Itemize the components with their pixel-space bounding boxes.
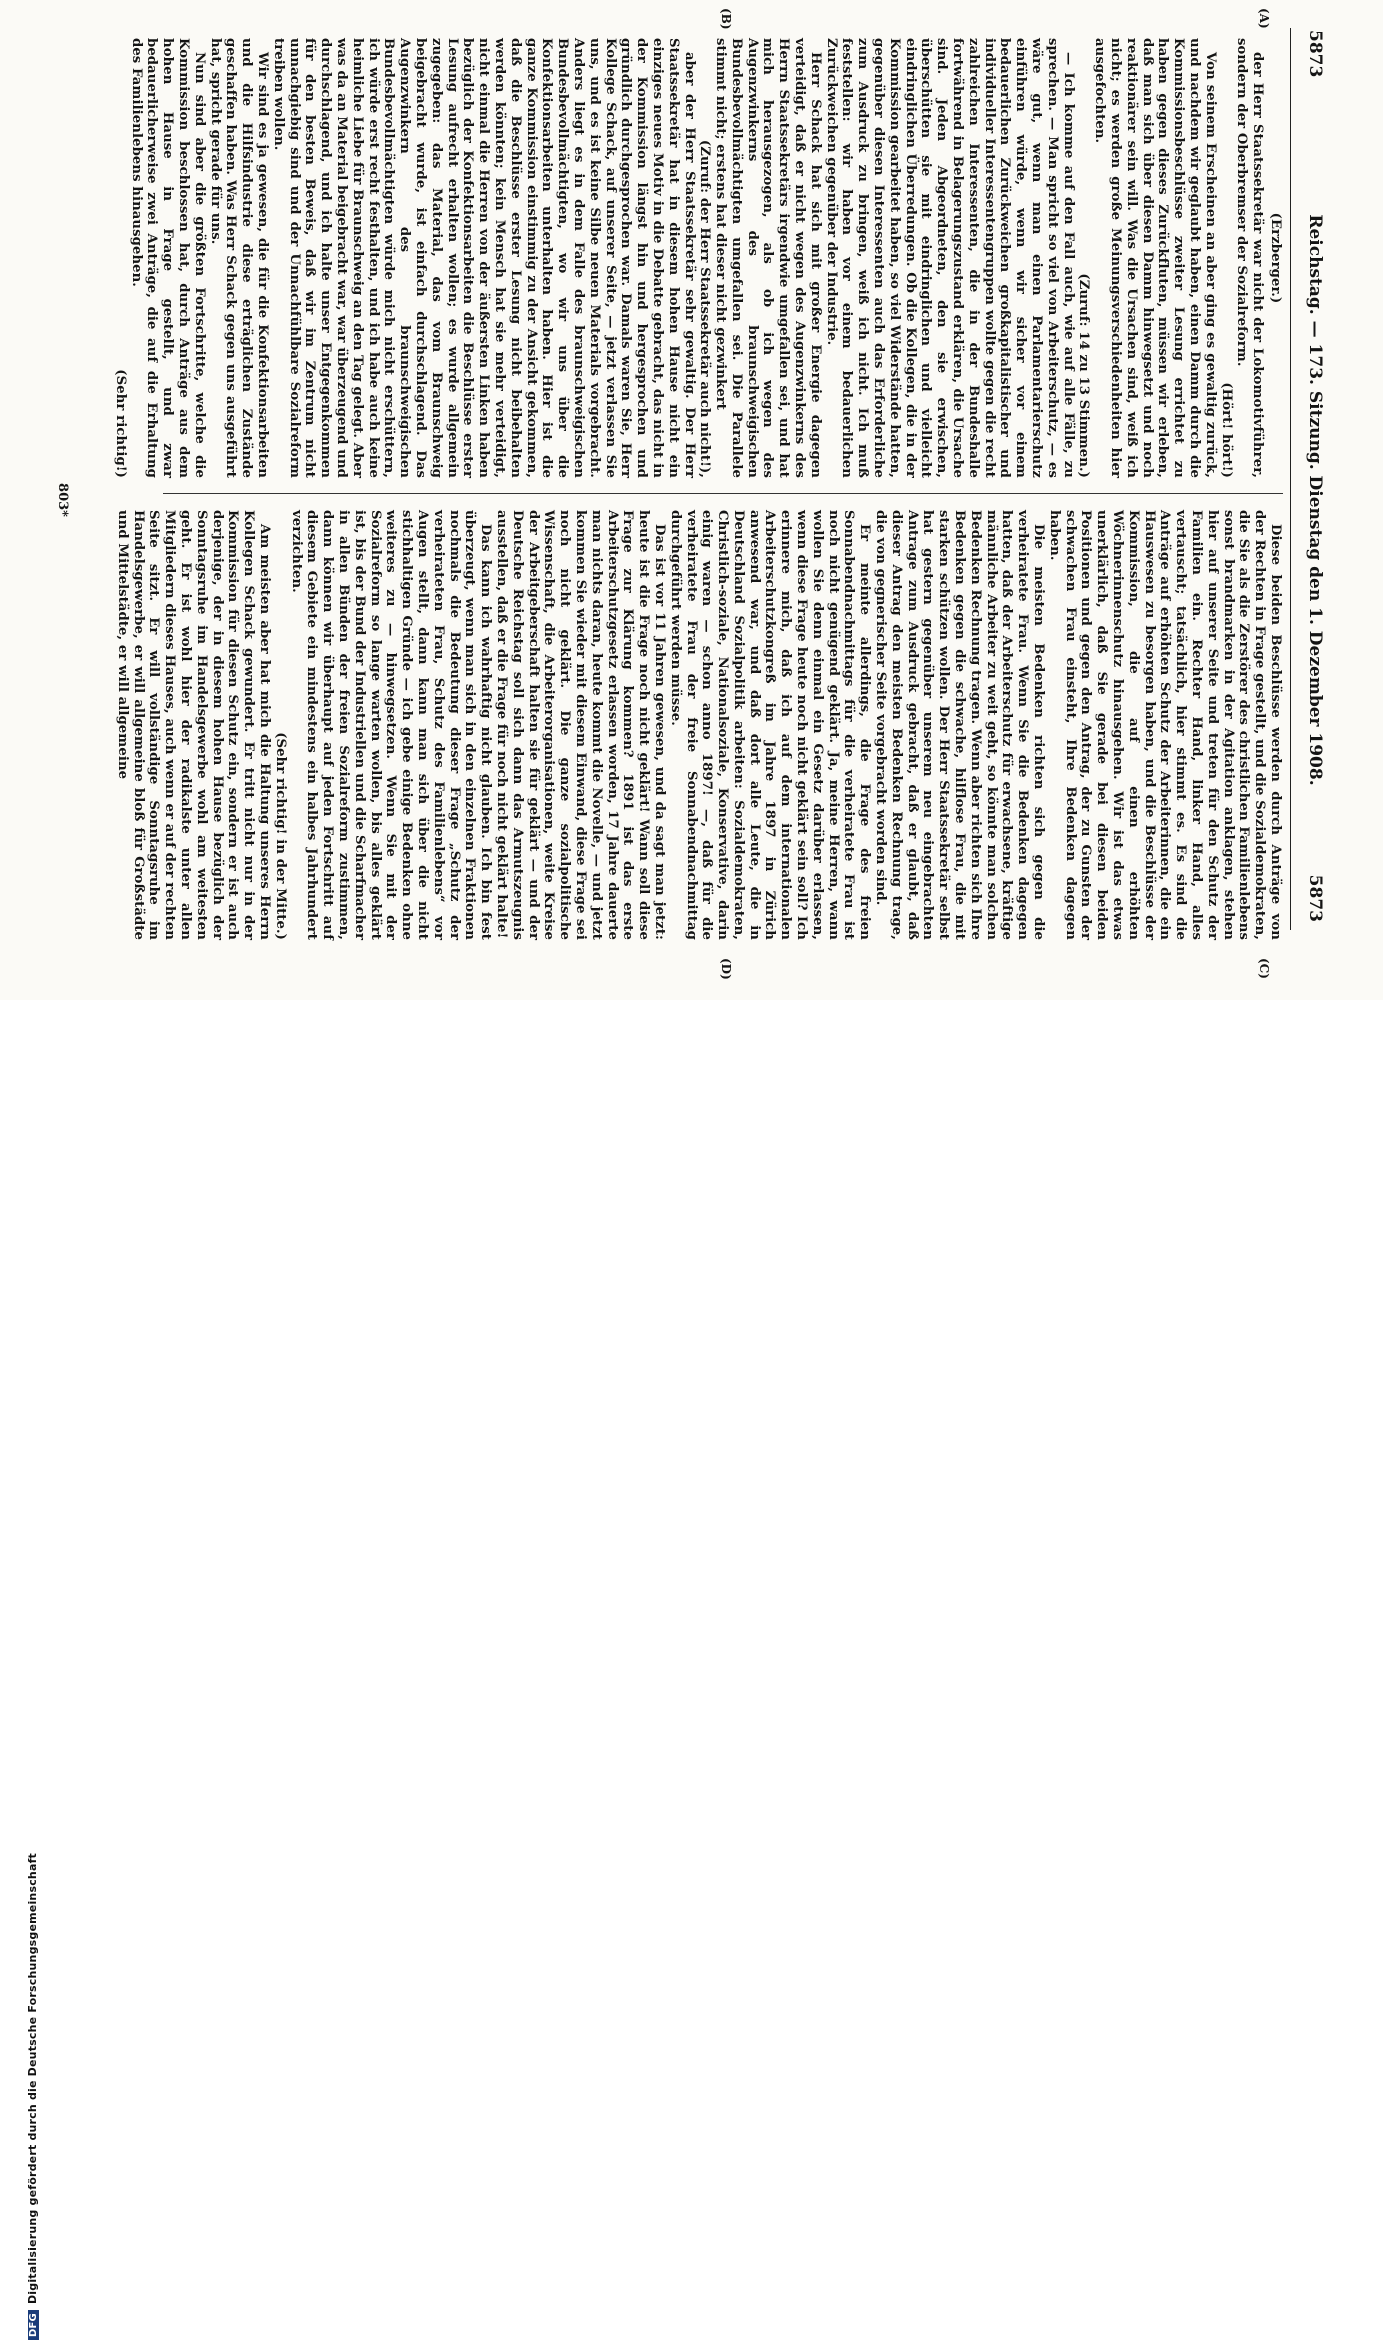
header-page-number-right: 5873 (1305, 874, 1325, 922)
speaker-name: (Erzberger.) (1268, 212, 1283, 304)
credit-text: Digitalisierung gefördert durch die Deutsche Forschungsgemeinschaft (26, 1852, 39, 2305)
column-divider (163, 493, 1283, 494)
paragraph: Wir sind es ja gewesen, die für die Konfektionsarbeiten und die Hilfsindustrie diese erträglichen Zustände geschaffen haben. Was Herr Schack gegen uns ausgeführt hat, spricht gerade für uns. (207, 38, 270, 478)
digitization-credit (26, 1853, 39, 2340)
header-title: Reichstag. — 173. Sitzung. Dienstag den 1. Dezember 1908. (1305, 214, 1325, 786)
margin-marker-d: (D) (719, 958, 733, 980)
interjection: (Zuruf: der Herr Staatssekretär auch nicht!), (697, 139, 713, 478)
dfg-logo: DFG (28, 2310, 39, 2340)
margin-marker-b: (B) (719, 8, 733, 30)
interjection: (Hört! hört!) (1218, 382, 1234, 478)
paragraph: Das kann ich wahrhaftig nicht glauben. Ich bin fest überzeugt, wenn man sich in den einzelnen Fraktionen nochmals die Bedeutung dieser Frage „Schutz der verheirateten Frau, Schutz des Familienlebens“ vor Augen stellt, dann kann man sich über die nicht stichhaltigen Gründe — ich gebe einige Bedenken ohne weiteres zu — hinwegsetzen. Wenn Sie mit der Sozialreform so lange warten wollen, bis alles geklärt ist, bis der Bund der Industriellen und die Scharfmacher in allen Bünden der freien Sozialreform zustimmen, dann können wir überhaupt auf jeden Fortschritt auf diesem Gebiete ein mindestens ein halbes Jahrhundert verzichten. (288, 510, 494, 940)
header-rule (1290, 28, 1291, 930)
paragraph: Am meisten aber hat mich die Haltung unseres Herrn Kollegen Schack gewundert. Er tritt nicht nur in der Kommission für diesen Schutz ein, sondern er ist auch derjenige, der in diesem hohen Hause bezüglich der Sonntagsruhe im Handelsgewerbe wohl am weitesten geht. Er ist wohl hier der radikalste unter allen Mitgliedern dieses Hauses, auch wenn er auf der rechten Seite sitzt. Er will vollständige Sonntagsruhe im Handelsgewerbe, er will allgemeine bloß für Großstädte und Mittelstädte, er will allgemeine (114, 510, 272, 940)
paragraph: Diese beiden Beschlüsse werden durch Anträge von der Rechten in Frage gestellt, und die Sozialdemokraten, die Sie als die Zerstörer des christlichen Familienlebens sonst brandmarken in der Agitation anklagen, stehen hier auf unserer Seite und treten für den Schutz der Familien ein. Rechter Hand, linker Hand, alles vertauscht; tatsächlich, hier stimmt es. Es sind die Anträge auf erhöhten Schutz der Arbeiterinnen, die ein Hauswesen zu besorgen haben, und die Beschlüsse der Kommission, die auf einen erhöhten Wöchnerinnenschutz hinausgehen. Wir ist das etwas unerklärlich, daß Sie gerade bei diesen beiden Positionen und gegen den Antrag, der zu Gunsten der schwachen Frau einsteht, Ihre Bedenken dagegen haben. (1046, 510, 1283, 940)
paragraph: Das ist vor 11 Jahren gewesen, und da sagt man jetzt: heute ist die Frage noch nicht geklärt! Wann soll diese Frage zur Klärung kommen? 1891 ist das erste Arbeiterschutzgesetz erlassen worden, 17 Jahre dauerte man nichts daran, heute kommt die Novelle, — und jetzt kommen Sie wieder mit diesem Einwand, diese Frage sei noch nicht geklärt. Die ganze sozialpolitische Wissenschaft, die Arbeiterorganisationen, weite Kreise der Arbeitgeberschaft halten sie für geklärt — und der Deutsche Reichstag soll sich dann das Armutszeugnis ausstellen, daß er die Frage für noch nicht geklärt halte! (493, 510, 667, 940)
margin-marker-c: (C) (1257, 958, 1271, 979)
page-header (1295, 0, 1325, 1000)
paragraph: Nun sind aber die größten Fortschritte, welche die Kommission beschlossen hat, durch Anträge aus dem hohen Hause in Frage gestellt, und zwar bedauerlicherweise zwei Anträge, die auf die Erhaltung des Familienlebens hinausgehen. (128, 38, 207, 478)
paragraph: der Herr Staatssekretär war nicht der Lokomotivführer, sondern der Oberbremser der Sozialreform. (1234, 38, 1266, 478)
left-column (53, 38, 1283, 478)
paragraph: Von seinem Erscheinen an aber ging es gewaltig zurück, und nachdem wir geglaubt haben, einen Damm durch die Kommissionsbeschlüsse zweiter Lesung errichtet zu haben gegen dieses Zurückfluten, müssen wir erleben, daß man sich über diesen Damm hinwegsetzt und noch reaktionärer sein will. Was die Ursachen sind, weiß ich nicht; es werden große Meinungsverschiedenheiten hier ausgefochten. (1092, 38, 1218, 478)
paragraph: — Ich komme auf den Fall auch, wie auf alle Fälle, zu sprechen. — Man spricht so viel von Arbeiterschutz, — es wäre gut, wenn man einen Parlamentarierschutz einführen würde, wenn wir sicher vor einem bedauerlichen Zurückweichen großkapitalistischer und individueller Interessentengruppen wollte gegen die recht zahlreichen Interessenten, die in der Bundeshalle fortwährend in Belagerungszustand erklären, die Ursache sind. Jeden Abgeordneten, den sie erwischen, überschütten sie mit eindringlichen und vielleicht eindringlichen Überredungen. Ob die Kollegen, die in der Kommission gearbeitet haben, so viel Widerstände hatten, gegenüber diesen Interessenten auch das Erforderliche zum Ausdruck zu bringen, weiß ich nicht. Ich muß feststellen: wir haben vor einem bedauerlichen Zurückweichen gegenüber der Industrie. (823, 38, 1076, 478)
header-page-number-left: 5873 (1305, 30, 1325, 78)
newspaper-page (0, 0, 1383, 1000)
margin-marker-a: (A) (1257, 8, 1271, 29)
interjection: (Zuruf: 14 zu 13 Stimmen.) (1076, 273, 1092, 478)
paragraph: Herr Schack hat sich mit großer Energie dagegen verteidigt, daß er nicht wegen des Augenzwinkerns des Herrn Staatssekretärs irgendwie umgefallen sei, und hat mich herausgezogen, als ob ich wegen des Augenzwinkerns des braunschweigischen Bundesbevollmächtigten umgefallen sei. Die Parallele stimmt nicht; erstens hat dieser nicht gezwinkert (713, 38, 823, 478)
interjection: (Sehr richtig! in der Mitte.) (272, 732, 288, 940)
paragraph: Die meisten Bedenken richten sich gegen die verheiratete Frau. Wenn Sie die Bedenken dagegen hatten, daß der Arbeiterschutz für erwachsene, kräftige männliche Arbeiter zu weit geht, so könnte man solchen Bedenken Rechnung tragen. Wenn aber richten sich Ihre Bedenken gegen die schwache, hilflose Frau, die mit starken schützen wollen. Der Herr Staatssekretär selbst hat gestern gegenüber unserem neu eingebrachten Antrage zum Ausdruck gebracht, daß er glaubt, daß dieser Antrag den meisten Bedenken Rechnung trage, die von gegnerischer Seite vorgebracht worden sind. (873, 510, 1047, 940)
paragraph: Er meinte allerdings, die Frage des freien Sonnabendnachmittags für die verheiratete Frau ist noch nicht genügend geklärt. Ja, meine Herren, wann wollen Sie denn einmal ein Gesetz darüber erlassen, wenn diese Frage heute noch nicht geklärt sein soll? Ich erinnere mich, daß ich auf dem internationalen Arbeiterschutzkongreß im Jahre 1897 in Zürich anwesend war, und daß dort alle Leute, die in Deutschland Sozialpolitik arbeiten: Sozialdemokraten, Christlich-soziale, Nationalsoziale, Konservative, darin einig waren — schon anno 1897! —, daß für die verheiratete Frau der freie Sonnabendnachmittag durchgeführt werden müsse. (667, 510, 873, 940)
interjection: (Sehr richtig!) (112, 369, 128, 478)
page-signature: 803* (55, 483, 70, 517)
right-column (53, 510, 1283, 940)
paragraph: aber der Herr Staatssekretär sehr gewaltig. Der Herr Staatssekretär hat in diesem hohen Hause nicht ein einziges neues Motiv in die Debatte gebracht, das nicht in der Kommission längst hin und hergesprochen und gründlich durchgesprochen war. Damals waren Sie, Herr Kollege Schack, auf unserer Seite, — jetzt verlassen Sie uns, und es ist keine Silbe neuen Materials vorgebracht. Anders liegt es in dem Falle des braunschweigischen Bundesbevollmächtigten, wo wir uns über die Konfektionsarbeiten unterhalten haben. Hier ist die ganze Kommission einstimmig zu der Ansicht gekommen, daß die Beschlüsse erster Lesung nicht beibehalten werden könnten; kein Mensch hat sie mehr verteidigt, nicht einmal die Herren von der äußersten Linken haben bezüglich der Konfektionsarbeiten die Beschlüsse erster Lesung aufrecht erhalten wollen; es wurde allgemein zugegeben: das Material, das vom Braunschweig beigebracht wurde, ist einfach durchschlagend. Das Augenzwinkern des braunschweigischen Bundesbevollmächtigten würde mich nicht erschüttern, ich würde erst recht festhalten, und ich habe auch keine heimliche Liebe für Braunschweig an den Tag gelegt. Aber was da an Material beigebracht war, war überzeugend und durchschlagend, und ich halte unser Entgegenkommen für den besten Beweis, daß wir im Zentrum nicht unnachgiebig sind und der Unnachfühlbare Sozialreform treiben wollen. (270, 38, 697, 478)
